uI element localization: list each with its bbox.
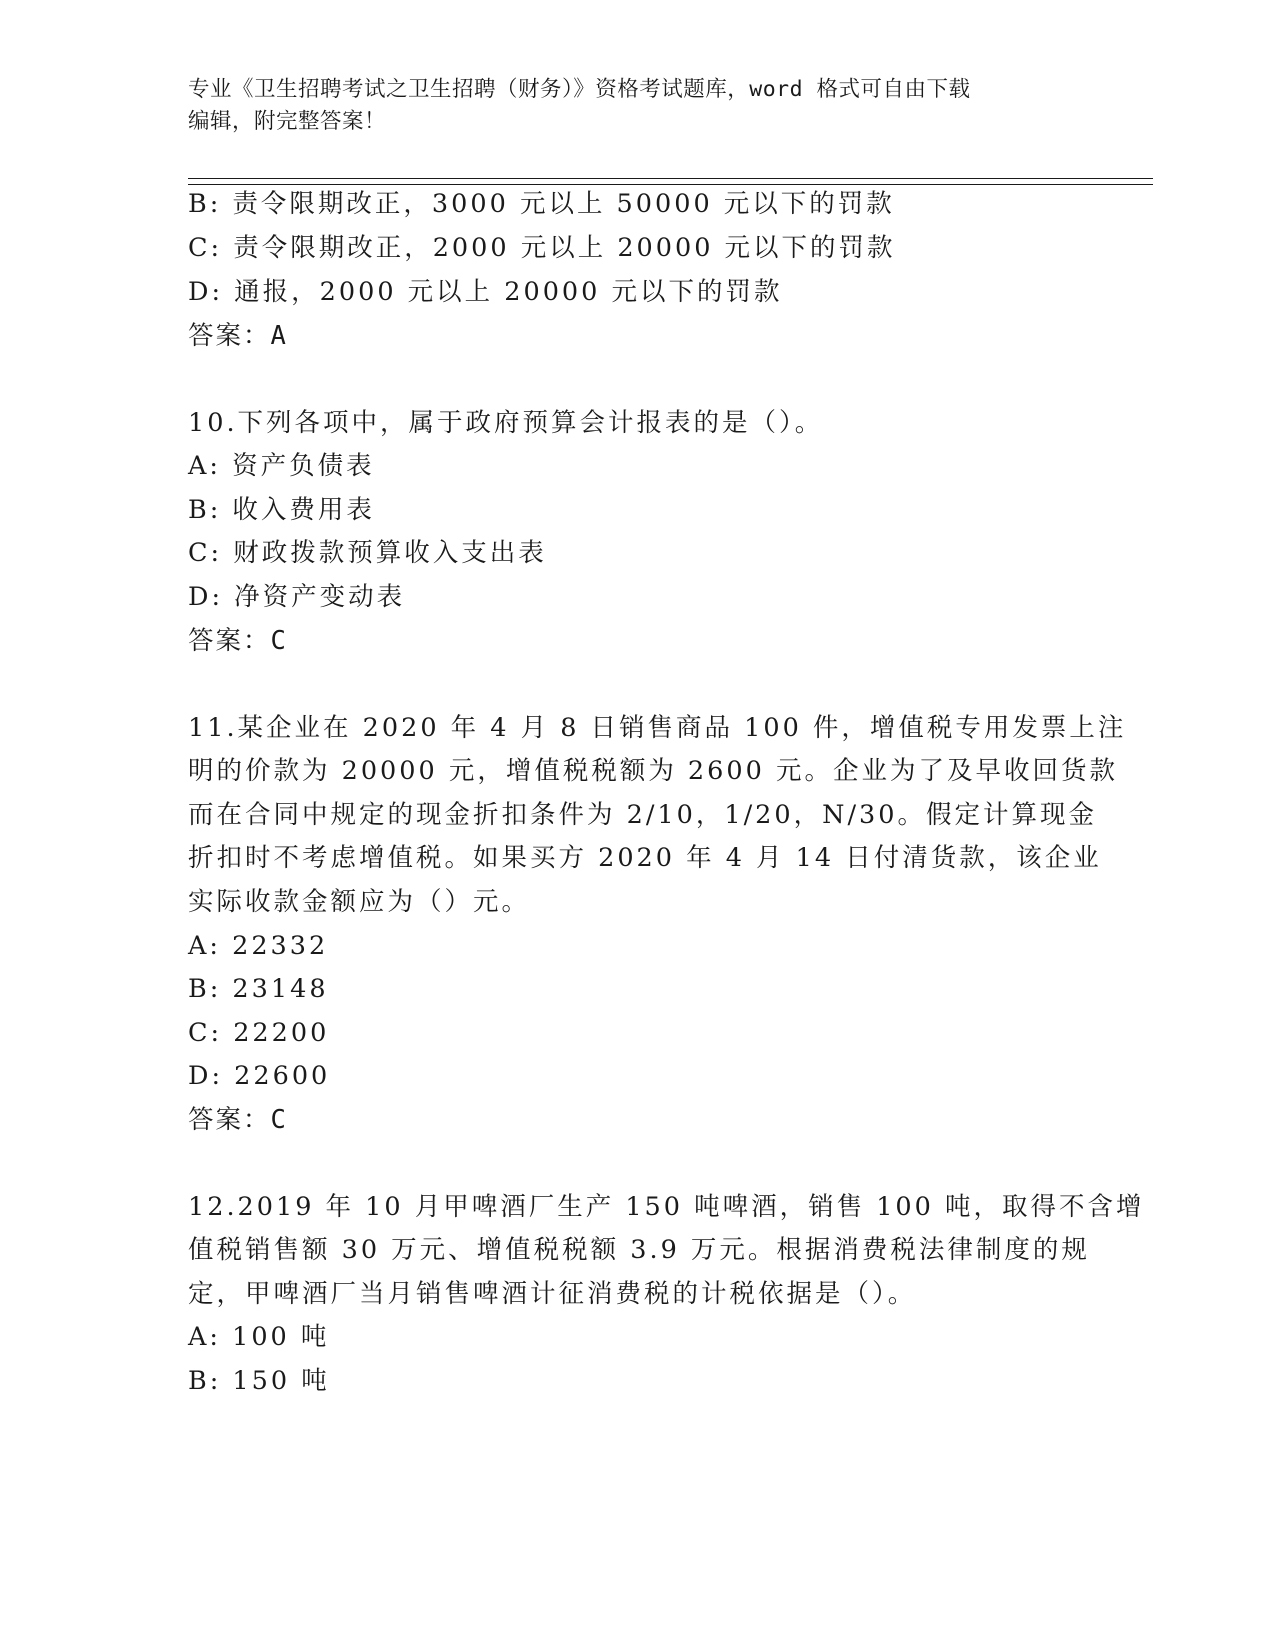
q10-answer: 答案：C (188, 626, 288, 656)
q10-option-b: B: 收入费用表 (188, 495, 375, 525)
q12-option-a: A: 100 吨 (188, 1322, 330, 1352)
q11-option-d: D: 22600 (188, 1061, 331, 1091)
q11-option-a: A: 22332 (188, 931, 329, 961)
header-rule-top (188, 178, 1153, 179)
q10-question: 10.下列各项中，属于政府预算会计报表的是（）。 (188, 408, 824, 438)
q11-question-line-4: 折扣时不考虑增值税。如果买方 2020 年 4 月 14 日付清货款，该企业 (188, 843, 1102, 873)
header-rule-bottom (188, 184, 1153, 185)
q12-question-line-3: 定，甲啤酒厂当月销售啤酒计征消费税的计税依据是（）。 (188, 1279, 917, 1309)
q9-answer: 答案：A (188, 321, 288, 351)
q11-option-b: B: 23148 (188, 974, 329, 1004)
q11-answer: 答案：C (188, 1105, 288, 1135)
q10-option-a: A: 资产负债表 (188, 451, 375, 481)
q11-question-line-2: 明的价款为 20000 元，增值税税额为 2600 元。企业为了及早收回货款 (188, 756, 1118, 786)
q12-question-line-1: 12.2019 年 10 月甲啤酒厂生产 150 吨啤酒，销售 100 吨，取得不含增 (188, 1192, 1145, 1222)
q11-question-line-3: 而在合同中规定的现金折扣条件为 2/10，1/20，N/30。假定计算现金 (188, 800, 1097, 830)
q9-option-c: C: 责令限期改正，2000 元以上 20000 元以下的罚款 (188, 233, 896, 263)
q10-option-c: C: 财政拨款预算收入支出表 (188, 538, 547, 568)
document-header (188, 74, 1068, 138)
q12-question-line-2: 值税销售额 30 万元、增值税税额 3.9 万元。根据消费税法律制度的规 (188, 1235, 1090, 1265)
q10-option-d: D: 净资产变动表 (188, 582, 406, 612)
header-line-2: 编辑，附完整答案！ (188, 109, 387, 134)
q9-option-b: B: 责令限期改正，3000 元以上 50000 元以下的罚款 (188, 189, 895, 219)
q11-option-c: C: 22200 (188, 1018, 330, 1048)
q12-option-b: B: 150 吨 (188, 1366, 330, 1396)
q11-question-line-5: 实际收款金额应为（）元。 (188, 887, 531, 917)
header-line-1: 专业《卫生招聘考试之卫生招聘（财务）》资格考试题库，word 格式可自由下载 (188, 77, 971, 102)
q11-question-line-1: 11.某企业在 2020 年 4 月 8 日销售商品 100 件，增值税专用发票上注 (188, 713, 1127, 743)
q9-option-d: D: 通报，2000 元以上 20000 元以下的罚款 (188, 277, 783, 307)
